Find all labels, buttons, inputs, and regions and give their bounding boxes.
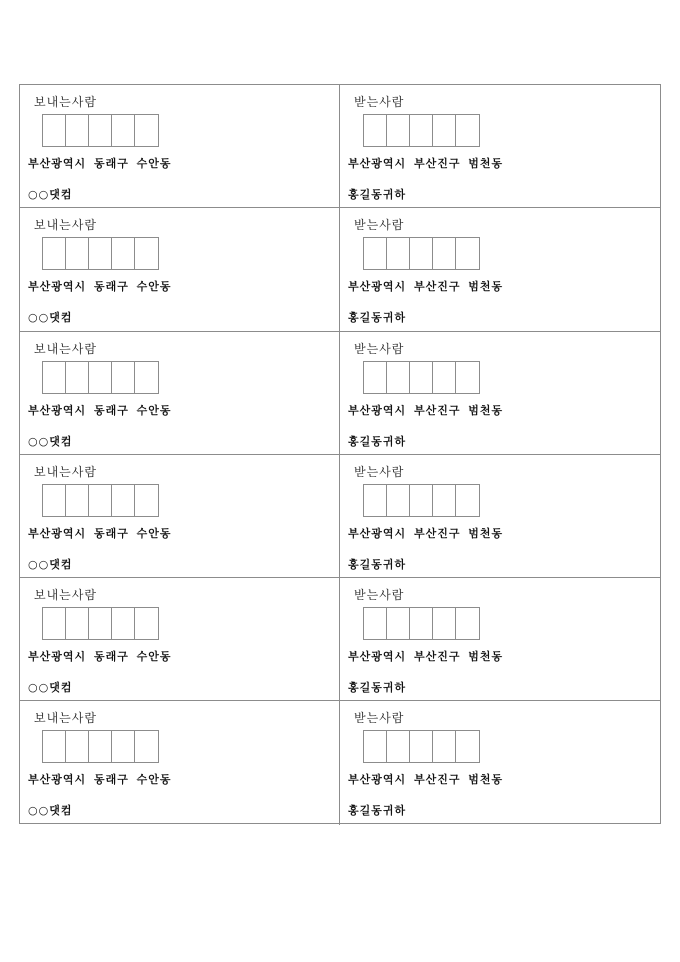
postal-digit-box (43, 238, 66, 269)
postal-digit-box (433, 485, 456, 516)
postal-digit-box (364, 362, 387, 393)
postal-digit-box (135, 485, 158, 516)
receiver-cell (340, 85, 660, 207)
postal-digit-box (387, 485, 410, 516)
postal-digit-box (89, 608, 112, 639)
postal-digit-box (456, 731, 479, 762)
postal-digit-box (364, 115, 387, 146)
postal-digit-box (66, 485, 89, 516)
postal-digit-box (456, 485, 479, 516)
postal-digit-box (387, 362, 410, 393)
sender-heading: 보내는사람 (34, 464, 97, 479)
sender-address: 부산광역시 동래구 수안동 (28, 403, 172, 417)
sender-address: 부산광역시 동래구 수안동 (28, 650, 172, 664)
postal-code-boxes (42, 237, 159, 270)
postal-code-boxes (363, 730, 480, 763)
receiver-name: 홍길동귀하 (348, 681, 407, 695)
receiver-heading: 받는사람 (354, 341, 405, 356)
postal-digit-box (112, 115, 135, 146)
postal-digit-box (135, 115, 158, 146)
postal-digit-box (135, 608, 158, 639)
receiver-cell (340, 701, 660, 824)
postal-code-boxes (42, 114, 159, 147)
postal-digit-box (66, 238, 89, 269)
sender-address: 부산광역시 동래구 수안동 (28, 526, 172, 540)
postal-digit-box (112, 362, 135, 393)
postal-code-boxes (363, 361, 480, 394)
sender-name: ○○댓컴 (28, 557, 73, 571)
postal-digit-box (456, 608, 479, 639)
postal-digit-box (364, 608, 387, 639)
postal-code-boxes (42, 607, 159, 640)
label-row (20, 208, 660, 331)
postal-digit-box (66, 731, 89, 762)
postal-digit-box (66, 608, 89, 639)
postal-digit-box (43, 362, 66, 393)
postal-digit-box (364, 238, 387, 269)
sender-name: ○○댓컴 (28, 188, 73, 201)
postal-code-boxes (42, 484, 159, 517)
postal-digit-box (43, 608, 66, 639)
receiver-heading: 받는사람 (354, 464, 405, 479)
postal-digit-box (89, 731, 112, 762)
sender-heading: 보내는사람 (34, 218, 97, 233)
label-row (20, 455, 660, 578)
receiver-heading: 받는사람 (354, 218, 405, 233)
postal-digit-box (387, 115, 410, 146)
postal-digit-box (433, 731, 456, 762)
label-row (20, 701, 660, 824)
postal-digit-box (112, 731, 135, 762)
postal-digit-box (410, 731, 433, 762)
postal-digit-box (410, 362, 433, 393)
postal-digit-box (112, 238, 135, 269)
receiver-address: 부산광역시 부산진구 범천동 (348, 157, 504, 170)
receiver-cell (340, 208, 660, 330)
postal-code-boxes (363, 484, 480, 517)
receiver-address: 부산광역시 부산진구 범천동 (348, 403, 504, 417)
postal-digit-box (112, 608, 135, 639)
postal-digit-box (410, 115, 433, 146)
postal-digit-box (456, 362, 479, 393)
postal-digit-box (135, 362, 158, 393)
postal-digit-box (135, 238, 158, 269)
postal-code-boxes (42, 361, 159, 394)
receiver-heading: 받는사람 (354, 588, 405, 603)
postal-digit-box (433, 115, 456, 146)
receiver-address: 부산광역시 부산진구 범천동 (348, 526, 504, 540)
postal-digit-box (387, 731, 410, 762)
postal-digit-box (433, 362, 456, 393)
receiver-cell (340, 332, 660, 454)
postal-digit-box (112, 485, 135, 516)
sender-cell (20, 332, 340, 454)
receiver-name: 홍길동귀하 (348, 804, 407, 818)
receiver-name: 홍길동귀하 (348, 311, 407, 325)
sender-heading: 보내는사람 (34, 711, 97, 726)
sender-address: 부산광역시 동래구 수안동 (28, 157, 172, 170)
receiver-heading: 받는사람 (354, 711, 405, 726)
sender-cell (20, 578, 340, 700)
receiver-name: 홍길동귀하 (348, 434, 407, 448)
postal-digit-box (456, 115, 479, 146)
postal-digit-box (364, 731, 387, 762)
sender-cell (20, 701, 340, 824)
sender-cell (20, 455, 340, 577)
postal-digit-box (410, 608, 433, 639)
postal-code-boxes (363, 607, 480, 640)
label-row (20, 85, 660, 208)
sender-heading: 보내는사람 (34, 588, 97, 603)
sender-cell (20, 85, 340, 207)
sender-name: ○○댓컴 (28, 804, 73, 818)
postal-digit-box (410, 238, 433, 269)
receiver-address: 부산광역시 부산진구 범천동 (348, 773, 504, 787)
receiver-address: 부산광역시 부산진구 범천동 (348, 280, 504, 294)
postal-digit-box (135, 731, 158, 762)
receiver-heading: 받는사람 (354, 95, 405, 109)
postal-digit-box (89, 362, 112, 393)
sender-name: ○○댓컴 (28, 311, 73, 325)
postal-code-boxes (363, 237, 480, 270)
postal-digit-box (66, 115, 89, 146)
postal-digit-box (410, 485, 433, 516)
sender-heading: 보내는사람 (34, 95, 97, 109)
receiver-cell (340, 455, 660, 577)
postal-digit-box (43, 115, 66, 146)
postal-digit-box (89, 485, 112, 516)
postal-digit-box (456, 238, 479, 269)
postal-digit-box (433, 608, 456, 639)
receiver-name: 홍길동귀하 (348, 557, 407, 571)
sender-cell (20, 208, 340, 330)
label-row (20, 332, 660, 455)
postal-digit-box (433, 238, 456, 269)
address-label-sheet (19, 84, 661, 824)
postal-code-boxes (42, 730, 159, 763)
sender-name: ○○댓컴 (28, 681, 73, 695)
label-row (20, 578, 660, 701)
sender-name: ○○댓컴 (28, 434, 73, 448)
postal-digit-box (89, 238, 112, 269)
postal-digit-box (364, 485, 387, 516)
postal-code-boxes (363, 114, 480, 147)
receiver-cell (340, 578, 660, 700)
postal-digit-box (66, 362, 89, 393)
sender-heading: 보내는사람 (34, 341, 97, 356)
postal-digit-box (387, 238, 410, 269)
receiver-name: 홍길동귀하 (348, 188, 407, 201)
postal-digit-box (43, 485, 66, 516)
receiver-address: 부산광역시 부산진구 범천동 (348, 650, 504, 664)
postal-digit-box (43, 731, 66, 762)
postal-digit-box (387, 608, 410, 639)
sender-address: 부산광역시 동래구 수안동 (28, 280, 172, 294)
postal-digit-box (89, 115, 112, 146)
sender-address: 부산광역시 동래구 수안동 (28, 773, 172, 787)
